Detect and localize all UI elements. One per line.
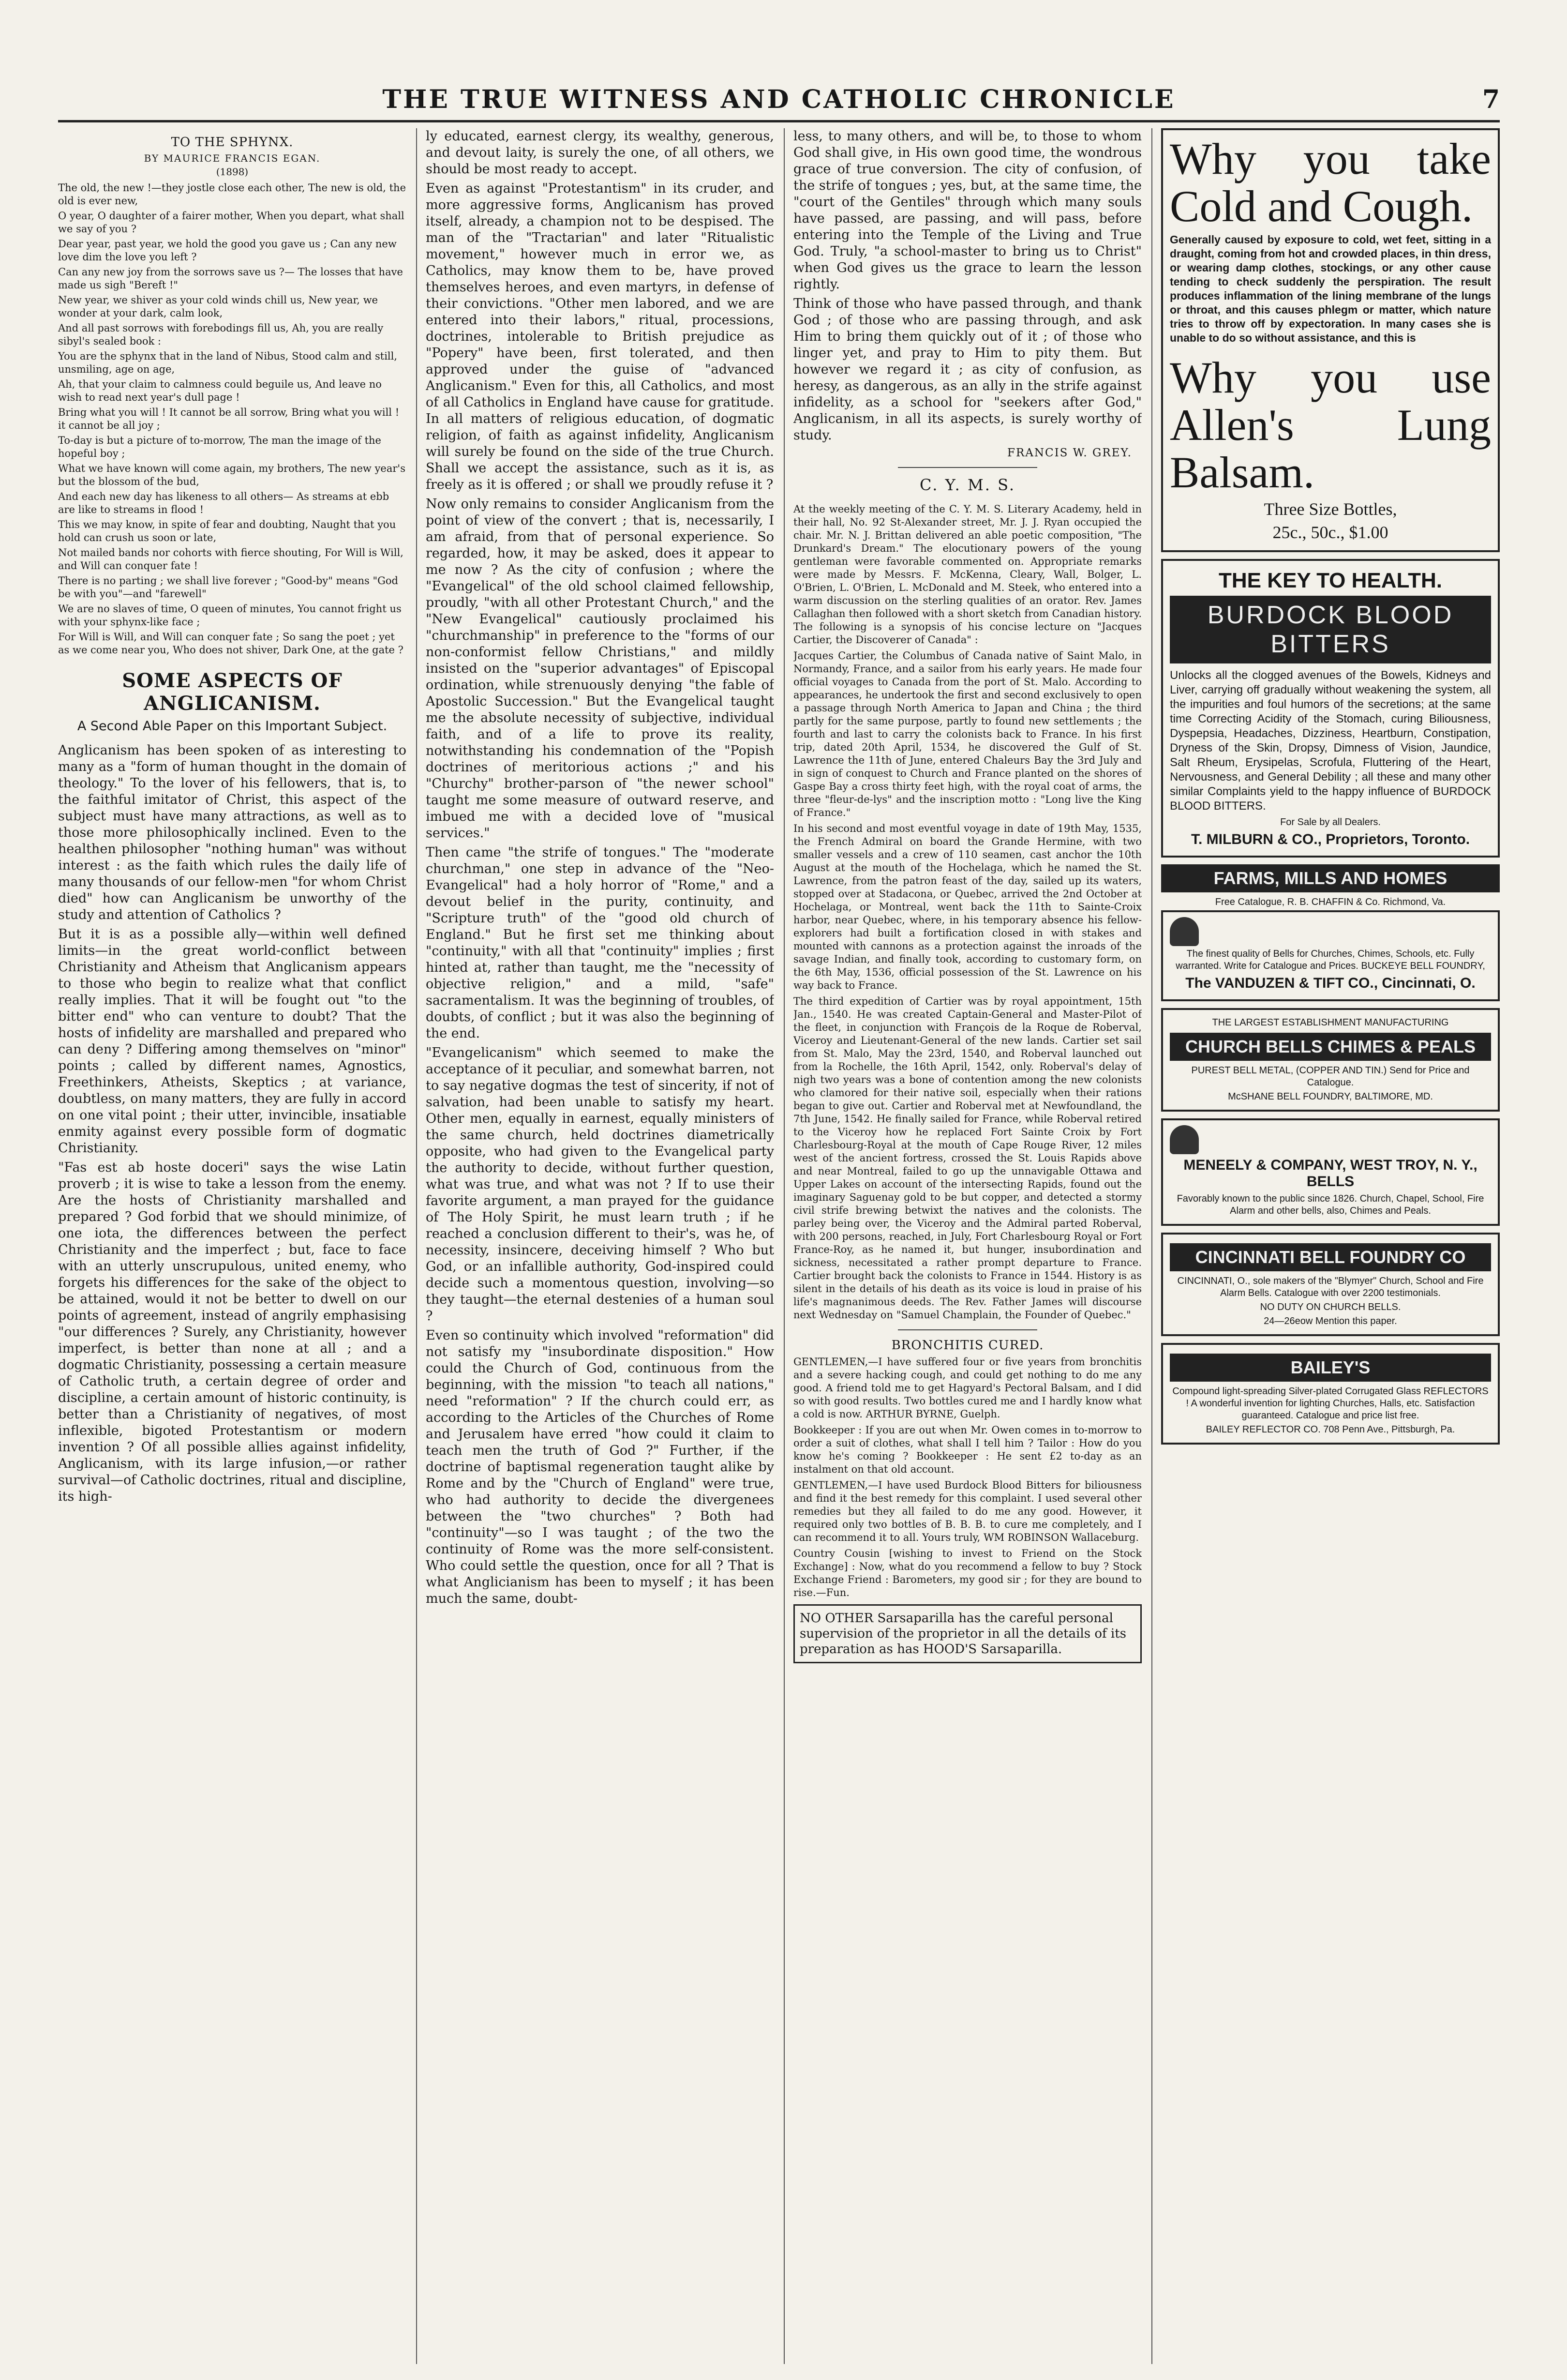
ad-text: CINCINNATI, O., sole makers of the "Blymyer" Church, School and Fire Alarm Bells. Catalogue with over 2200 testimonials. — [1177, 1276, 1484, 1298]
ad-text: The finest quality of Bells for Churches, Chimes, Schools, etc. Fully warranted. Write for Catalogue and Prices. BUCKEYE BELL FOUNDRY, — [1176, 949, 1485, 971]
divider — [898, 1329, 1037, 1330]
poem-line: The old, the new !—they jostle close each other, The new is old, the old is ever new, — [58, 182, 406, 207]
ad-text: Compound light-spreading Silver-plated Corrugated Glass REFLECTORS ! A wonderful invention for lighting Churches, Halls, etc. Satisfaction guaranteed. Catalogue and price list free. — [1172, 1386, 1489, 1421]
masthead-rule — [58, 120, 1500, 122]
church-bells-ad — [1161, 1008, 1500, 1112]
poem-line: New year, we shiver as your cold winds chill us, New year, we wonder at your dark, calm look, — [58, 294, 378, 319]
paragraph: GENTLEMEN,—I have used Burdock Blood Bitters for biliousness and find it the best remedy for this complaint. I used several other remedies but they all failed to do me any good. However, it required only two bottles of B. B. B. to cure me completely, and I can recommend it to all. Yours truly, WM ROBINSON Wallaceburg. — [793, 1479, 1142, 1543]
bell-icon — [1170, 1125, 1199, 1154]
ad-mention: 24—26eow Mention this paper. — [1264, 1316, 1397, 1326]
column-4-ads — [1161, 128, 1500, 2364]
poem-year: (1898) — [216, 166, 249, 178]
ad-headline: CINCINNATI BELL FOUNDRY CO — [1170, 1243, 1491, 1271]
masthead — [58, 85, 1500, 119]
poem-line: What we have known will come again, my brothers, The new year's but the blossom of the bud, — [58, 463, 405, 487]
bronchitis-title: BRONCHITIS CURED. — [891, 1338, 1044, 1353]
ad-text: Favorably known to the public since 1826. Church, Chapel, School, Fire Alarm and other bells, also, Chimes and Peals. — [1177, 1193, 1484, 1216]
paragraph: Bookkeeper : If you are out when Mr. Owen comes in to-morrow to order a suit of clothes, what shall I tell him ? Tailor : How do you know he's coming ? Bookkeeper : He sent £2 to-day as an instalment on that old account. — [793, 1424, 1142, 1475]
bell-icon — [1170, 917, 1199, 946]
poem-line: For Will is Will, and Will can conquer fate ; So sang the poet ; yet as we come near you, Who does not shiver, Dark One, at the gate ? — [58, 631, 403, 656]
poem-title: TO THE SPHYNX. — [171, 135, 294, 150]
column-divider — [784, 128, 785, 2364]
farms-ad-text: Free Catalogue, R. B. CHAFFIN & Co. Richmond, Va. — [1215, 897, 1446, 907]
poem-line: To-day is but a picture of to-morrow, The man the image of the hopeful boy ; — [58, 435, 381, 459]
cyms-report — [793, 503, 1142, 1322]
poem-line: Dear year, past year, we hold the good you gave us ; Can any new love dim the love you left ? — [58, 238, 397, 263]
paragraph: Even so continuity which involved "reformation" did not satisfy my "insubordinate disposition." How could the Church of God, continuous from the beginning, with the mission "to teach all nations," need "reformation" ? If the church could err, as according to the Articles of the Churches of Rome and Jerusalem have erred "how could it claim to teach men the truth of God ?" Further, if the doctrine of baptismal regeneration taught alike by Rome and by the "Church of England" were true, who had authority to decide the divergenees between the "two churches" ? Both had "continuity"—so I was taught ; of the two the continuity of Rome was the more self-consistent. Who could settle the question, once for all ? That is what Anglicianism has been to myself ; it has been much the same, doubt- — [426, 1328, 774, 1606]
poem-line: We are no slaves of time, O queen of minutes, You cannot fright us with your sphynx-like face ; — [58, 603, 402, 628]
poem-line: And each new day has likeness to all others— As streams at ebb are like to streams in flood ! — [58, 491, 389, 515]
column-2 — [426, 128, 774, 2364]
ad-prices: 25c., 50c., $1.00 — [1272, 523, 1388, 542]
column-1 — [58, 128, 406, 2364]
paragraph: At the weekly meeting of the C. Y. M. S. Literary Academy, held in their hall, No. 92 St-Alexander street, Mr. J. J. Ryan occupied the chair. Mr. N. J. Brittan delivered an able poetic composition, "The Drunkard's Dream." The elocutionary powers of the young gentleman were favorable commented on. Appropriate remarks were made by Messrs. F. McKenna, Cleary, Wall, Bolger, L. O'Brien, L. O'Brien, L. McDonald and M. Steek, who entered into a warm discussion on the sterling qualities of an orator. Rev. James Callaghan then followed with a short sketch from Canadian history. The following is a synopsis of his concise lecture on "Jacques Cartier, the Discoverer of Canada" : — [793, 503, 1142, 646]
paragraph: The third expedition of Cartier was by royal appointment, 15th Jan., 1540. He was created Captain-General and Master-Pilot of the fleet, in conjunction with François de la Roque de Roberval, Viceroy and Lieutenant-General of the new lands. Cartier set sail from St. Malo, May the 23rd, 1540, and Roberval launched out from la Rochelle, the 16th April, 1542, only. Roberval's delay of nigh two years was a bone of contention among the new colonists who clamored for their native soil, especially when their rations began to give out. Cartier and Roberval met at Newfoundland, the 7th June, 1542. He finally sailed for France, while Roberval retired to the Viceroy how he replaced Fort Sainte Croix by Fort Charlesbourg-Royal at the mouth of Cape Rouge River, 12 miles west of the ancient fortress, crossed the St. Louis Rapids above and near Montreal, failed to go up the unnavigable Ottawa and Upper Lakes on account of the intersecting Rapids, found out the imaginary Saguenay gold to be but copper, and detected a stormy civil strife brewing betwixt the natives and the colonists. The parley being over, the Viceroy and the Admiral parted Roberval, with 200 persons, reached, in July, Fort Charlesbourg Royal or Fort France-Roy, as he named it, but hunger, insubordination and sickness, necessitated a rather prompt departure to France. Cartier brought back the colonists to France in 1544. History is as silent in the details of his death as its voice is loud in praise of his life's magnanimous deeds. The Rev. Father James will discourse next Wednesday on "Samuel Champlain, the Founder of Quebec." — [793, 995, 1142, 1321]
author-signature: FRANCIS W. GREY. — [1007, 447, 1132, 459]
paragraph: GENTLEMEN,—I have suffered four or five years from bronchitis and a severe hacking cough, and could get nothing to do me any good. A friend told me to get Hagyard's Pectoral Balsam, and I did so with good results. Two bottles cured me and I hardly know what a cold is now. ARTHUR BYRNE, Guelph. — [793, 1356, 1142, 1420]
meneely-bells-ad — [1161, 1118, 1500, 1226]
paragraph: "Evangelicanism" which seemed to make the acceptance of it peculiar, and somewhat barren, not to say negative dogmas the test of sincerity, if not of salvation, had been unable to satisfy my heart. Other men, equally in earnest, equally ministers of the same church, held doctrines diametrically opposite, who had given to the Evangelical party the authority to decide, without further question, what was true, and what was not ? If to use their favorite argument, a man prayed for the guidance of The Holy Spirit, he must learn truth ; if he reached a conclusion different to their's, was he, of necessity, insincere, deceiving himself ? Who but God, or an infallible authority, God-inspired could decide such a momentous question, involving—so they taught—the eternal destenies of a human soul ? — [426, 1045, 774, 1324]
farms-ad-headline: FARMS, MILLS AND HOMES — [1161, 864, 1500, 892]
ad-headline: Why you take Cold and Cough. — [1170, 134, 1491, 231]
burdock-bitters-ad — [1161, 559, 1500, 858]
cincinnati-bell-ad — [1161, 1233, 1500, 1336]
ad-text: Generally caused by exposure to cold, wet feet, sitting in a draught, coming from hot and crowded places, in thin dress, or wearing damp clothes, stockings, or any other cause tending to check suddenly the perspiration. The result produces inflammation of the lining membrane of the lungs or throat, and this causes phlegm or matter, which nature tries to throw off by expectoration. In many cases she is unable to do so without assistance, and this is — [1170, 233, 1491, 344]
column-divider — [416, 128, 417, 2364]
poem-line: This we may know, in spite of fear and doubting, Naught that you hold can crush us soon or late, — [58, 519, 396, 543]
paragraph: Then came "the strife of tongues." The "moderate churchman," one step in advance of the "Neo-Evangelical" had a holy horror of "Rome," and a devout belief in the purity, continuity, and "Scripture truth" of the "good old church of England." But he first set me thinking about "continuity," with all that "continuity" implies ; first hinted at, rather than taught, me the "necessity of objective religion," and a mild, "safe" sacramentalism. It was the beginning of troubles, of doubts, of conflict ; but it was also the beginning of the end. — [426, 845, 774, 1041]
paragraph: less, to many others, and will be, to those to whom God shall give, in His own good time, the wondrous grace of true conversion. The city of confusion, of the strife of tongues ; yes, but, at the same time, the "court of the Gentiles" through which many souls have passed, are passing, and will pass, before entering into the Temple of the Living and True God. Truly, "a school-master to bring us to Christ" when God gives us the grace to learn the lesson rightly. — [793, 129, 1142, 292]
poem-line: And all past sorrows with forebodings fill us, Ah, you are really sibyl's sealed book : — [58, 322, 384, 347]
column-divider — [1151, 128, 1152, 2364]
paragraph: In his second and most eventful voyage in date of 19th May, 1535, the French Admiral on board the Grande Hermine, with two smaller vessels and a crew of 110 seamen, cast anchor the 10th August at the mouth of the Hochelaga, which he named the St. Lawrence, from the patron feast of the day, sailed up its waters, stopped over at Stadacona, or Quebec, arrived the 2nd October at Hochelaga, or Montreal, went back the 11th to Sainte-Croix harbor, near Quebec, where, in his temporary absence his fellow-explorers had built a fortification closed in with stakes and mounted with cannons as a protection against the inroads of the savage Indian, and finally took, according to customary form, on the 6th May, 1536, official possession of the St. Lawrence on his way back to France. — [793, 823, 1142, 991]
poem-line: Can any new joy from the sorrows save us ?— The losses that have made us sigh "Bereft !" — [58, 266, 403, 291]
column-3 — [793, 128, 1142, 2364]
poem-byline: BY MAURICE FRANCIS EGAN. — [144, 152, 321, 164]
poem — [58, 181, 406, 657]
ad-maker: BAILEY REFLECTOR CO. 708 Penn Ave., Pittsburgh, Pa. — [1206, 1424, 1455, 1435]
ad-foot: NO DUTY ON CHURCH BELLS. — [1260, 1302, 1401, 1312]
poem-line: There is no parting ; we shall live forever ; "Good-by" means "God be with you"—and "farewell" — [58, 575, 398, 600]
paragraph: "Fas est ab hoste doceri" says the wise Latin proverb ; it is wise to take a lesson from the enemy. Are the hosts of Christianity marshalled and prepared ? God forbid that we should minimize, of one iota, the differences between the perfect Christianity and the imperfect ; but, face to face with an utterly unscrupulous, united enemy, who forgets his differences for the sake of the object to be attained, would it not be better to dwell on our points of agreement, instead of angrily emphasising "our differences ? Surely, any Christianity, however imperfect, is better than none at all ; and a dogmatic Christianity, possessing a certain measure of Catholic truth, a certain degree of order and discipline, a certain amount of historic continuity, is better than a Christianity of negatives, of most inflexible, bigoted Protestantism or modern invention ? Of all possible allies against infidelity, Anglicanism, with its large infusion,—or rather survival—of Catholic doctrines, ritual and discipline, its high- — [58, 1160, 406, 1504]
masthead-title: THE TRUE WITNESS AND CATHOLIC CHRONICLE — [382, 85, 1176, 114]
section-title: C. Y. M. S. — [919, 476, 1016, 494]
ad-sizes: Three Size Bottles, — [1264, 499, 1397, 519]
ad-headline: MENEELY & COMPANY, WEST TROY, N. Y., BELLS — [1183, 1157, 1477, 1190]
poem-line: You are the sphynx that in the land of Nibus, Stood calm and still, unsmiling, age on age, — [58, 350, 398, 375]
paragraph: But it is as a possible ally—within well defined limits—in the great world-conflict between Christianity and Atheism that Anglicanism appears to those who begin to realize what that conflict really implies. That it will be fought out "to the bitter end" who can venture to doubt? That the hosts of infidelity are marshalled and prepared who can deny ? Differing among themselves on "minor" points ; called by different names, Agnostics, Freethinkers, Atheists, Skeptics ; at variance, doubtless, on many matters, they are fully in accord on one vital point ; their utter, invincible, insatiable enmity against every possible form of dogmatic Christianity. — [58, 927, 406, 1156]
brand-logo: BURDOCK BLOOD BITTERS — [1170, 596, 1491, 663]
article-body — [58, 742, 406, 1505]
ad-maker: T. MILBURN & CO., Proprietors, Toronto. — [1191, 831, 1470, 847]
ad-maker: The VANDUZEN & TIFT CO., Cincinnati, O. — [1185, 975, 1476, 991]
testimonials — [793, 1356, 1142, 1599]
ad-headline: THE KEY TO HEALTH. — [1218, 569, 1443, 592]
article-title: SOME ASPECTS OF ANGLICANISM. — [122, 669, 343, 715]
buckeye-bell-ad — [1161, 910, 1500, 1001]
ad-body: Unlocks all the clogged avenues of the Bowels, Kidneys and Liver, carrying off gradually without weakening the system, all the impurities and foul humors of the secretions; at the same time Correcting Acidity of the Stomach, curing Biliousness, Dyspepsia, Headaches, Dizziness, Heartburn, Constipation, Dryness of the Skin, Dropsy, Dimness of Vision, Jaundice, Salt Rheum, Erysipelas, Scrofula, Fluttering of the Heart, Nervousness, and General Debility ; all these and many other similar Complaints yield to the happy influence of BURDOCK BLOOD BITTERS. — [1170, 669, 1491, 813]
ad-sale: For Sale by all Dealers. — [1280, 817, 1381, 828]
paragraph: Jacques Cartier, the Columbus of Canada native of Saint Malo, in Normandy, France, and a sailor from his early years. He made four official voyages to Canada from the port of St. Malo. According to appearances, he undertook the first and second exclusively to open a passage through North America to Japan and China ; the third partly for the same purpose, partly to found new settlements ; the fourth and last to carry the colonists back to France. In his first trip, dated 20th April, 1534, he discovered the Gulf of St. Lawrence the 11th of June, entered Chaleurs Bay the 3rd July and in sign of conquest to Church and France planted on the shores of Gaspe Bay a cross thirty feet high, with the royal coat of arms, the three "fleur-de-lys" and the inscription motto : "Long live the King of France." — [793, 650, 1142, 818]
paragraph: ly educated, earnest clergy, its wealthy, generous, and devout laity, is surely the one, of all others, we should be most ready to accept. — [426, 129, 774, 177]
divider — [898, 467, 1037, 468]
ad-maker: McSHANE BELL FOUNDRY, BALTIMORE, MD. — [1228, 1091, 1433, 1102]
paragraph: Even as against "Protestantism" in its cruder, and more aggressive forms, Anglicanism has proved itself, already, a champion not to be despised. The man of the "Tractarian" and later "Ritualistic movement," however much in error we, as Catholics, may know them to be, have proved themselves heroes, and even martyrs, in defense of their convictions. "Other men labored, and we are entered into their labors," ritual, processions, doctrines, intolerable to British prejudice as "Popery" have been, first tolerated, and then approved under the guise of "advanced Anglicanism." Even for this, all Catholics, and most of all Catholics in England have cause for gratitude. In all matters of religious education, of dogmatic religion, of faith as against infidelity, Anglicanism will surely be found on the side of the true Church. Shall we accept the assistance, such as it is, as freely as it is offered ; or shall we proudly refuse it ? — [426, 181, 774, 492]
poem-line: Not mailed bands nor cohorts with fierce shouting, For Will is Will, and Will can conquer fate ! — [58, 547, 403, 572]
cold-cough-ad — [1161, 128, 1500, 552]
article-subtitle: A Second Able Paper on this Important Subject. — [77, 719, 388, 734]
bailey-reflector-ad — [1161, 1343, 1500, 1445]
hoods-sarsaparilla-ad: NO OTHER Sarsaparilla has the careful personal supervision of the proprietor in all the details of its preparation as has HOOD'S Sarsaparilla. — [793, 1604, 1142, 1663]
poem-line: O year, O daughter of a fairer mother, When you depart, what shall we say of you ? — [58, 210, 404, 235]
ad-headline: BAILEY'S — [1170, 1354, 1491, 1382]
ad-headline: Why you use Allen's Lung Balsam. — [1170, 353, 1491, 497]
ad-headline: CHURCH BELLS CHIMES & PEALS — [1170, 1033, 1491, 1061]
poem-line: Bring what you will ! It cannot be all sorrow, Bring what you will ! it cannot be all joy ; — [58, 407, 400, 431]
paragraph: Think of those who have passed through, and thank God ; of those who are passing through, and ask Him to bring them quickly out of it ; of those who linger yet, and pray to Him to pity them. But however we regard it ; as city of confusion, as heresy, as dangerous, as an ally in the strife against infidelity, as a school for "seekers after God," Anglicanism, in all its aspects, is surely worthy of study. — [793, 296, 1142, 443]
poem-line: Ah, that your claim to calmness could beguile us, And leave no wish to read next year's dull page ! — [58, 378, 382, 403]
ad-top: THE LARGEST ESTABLISHMENT MANUFACTURING — [1212, 1017, 1449, 1028]
page-number: 7 — [1482, 85, 1500, 114]
ad-text: PUREST BELL METAL, (COPPER AND TIN.) Send for Price and Catalogue. — [1191, 1065, 1470, 1088]
paragraph: Now only remains to consider Anglicanism from the point of view of the convert ; that is, necessarily, I am afraid, from that of personal experience. So regarded, how, it may be asked, does it appear to me now ? As the city of confusion ; where the "Evangelical" of the old school claimed fellowship, proudly, "with all other Protestant Church," and the "New Evangelical" cautiously proclaimed his "churchmanship" in preference to the "forms of our non-conformist fellow Christians," and mildly insisted on the "superior advantages" of Episcopal ordination, while strenuously denying "the fable of Apostolic Succession." But the Evangelical taught me the absolute necessity of subjective, individual faith, and of a life to prove its reality, notwithstanding his condemnation of the "Popish doctrines of meritorious actions ;" and his "Churchy" brother-parson of "the newer school" taught me some measure of outward reserve, and imbued me with a decided love of "musical services." — [426, 497, 774, 841]
paragraph: Country Cousin [wishing to invest to Friend on the Stock Exchange] : Now, what do you recommend a fellow to buy ? Stock Exchange Friend : Barometers, my good sir ; for they are bound to rise.—Fun. — [793, 1548, 1142, 1598]
paragraph: Anglicanism has been spoken of as interesting to many as a "form of human thought in the domain of theology." To the lover of his fellowers, that is, to the faithful imitator of Christ, this aspect of the subject must have many attractions, as well as to those more philosophically inclined. Even to the healthen philosopher "nothing human" was without interest : as the faith which rules the daily life of many thousands of our fellow-men "for whom Christ died" how can Anglicanism be unworthy of the study and attention of Catholics ? — [58, 743, 406, 922]
